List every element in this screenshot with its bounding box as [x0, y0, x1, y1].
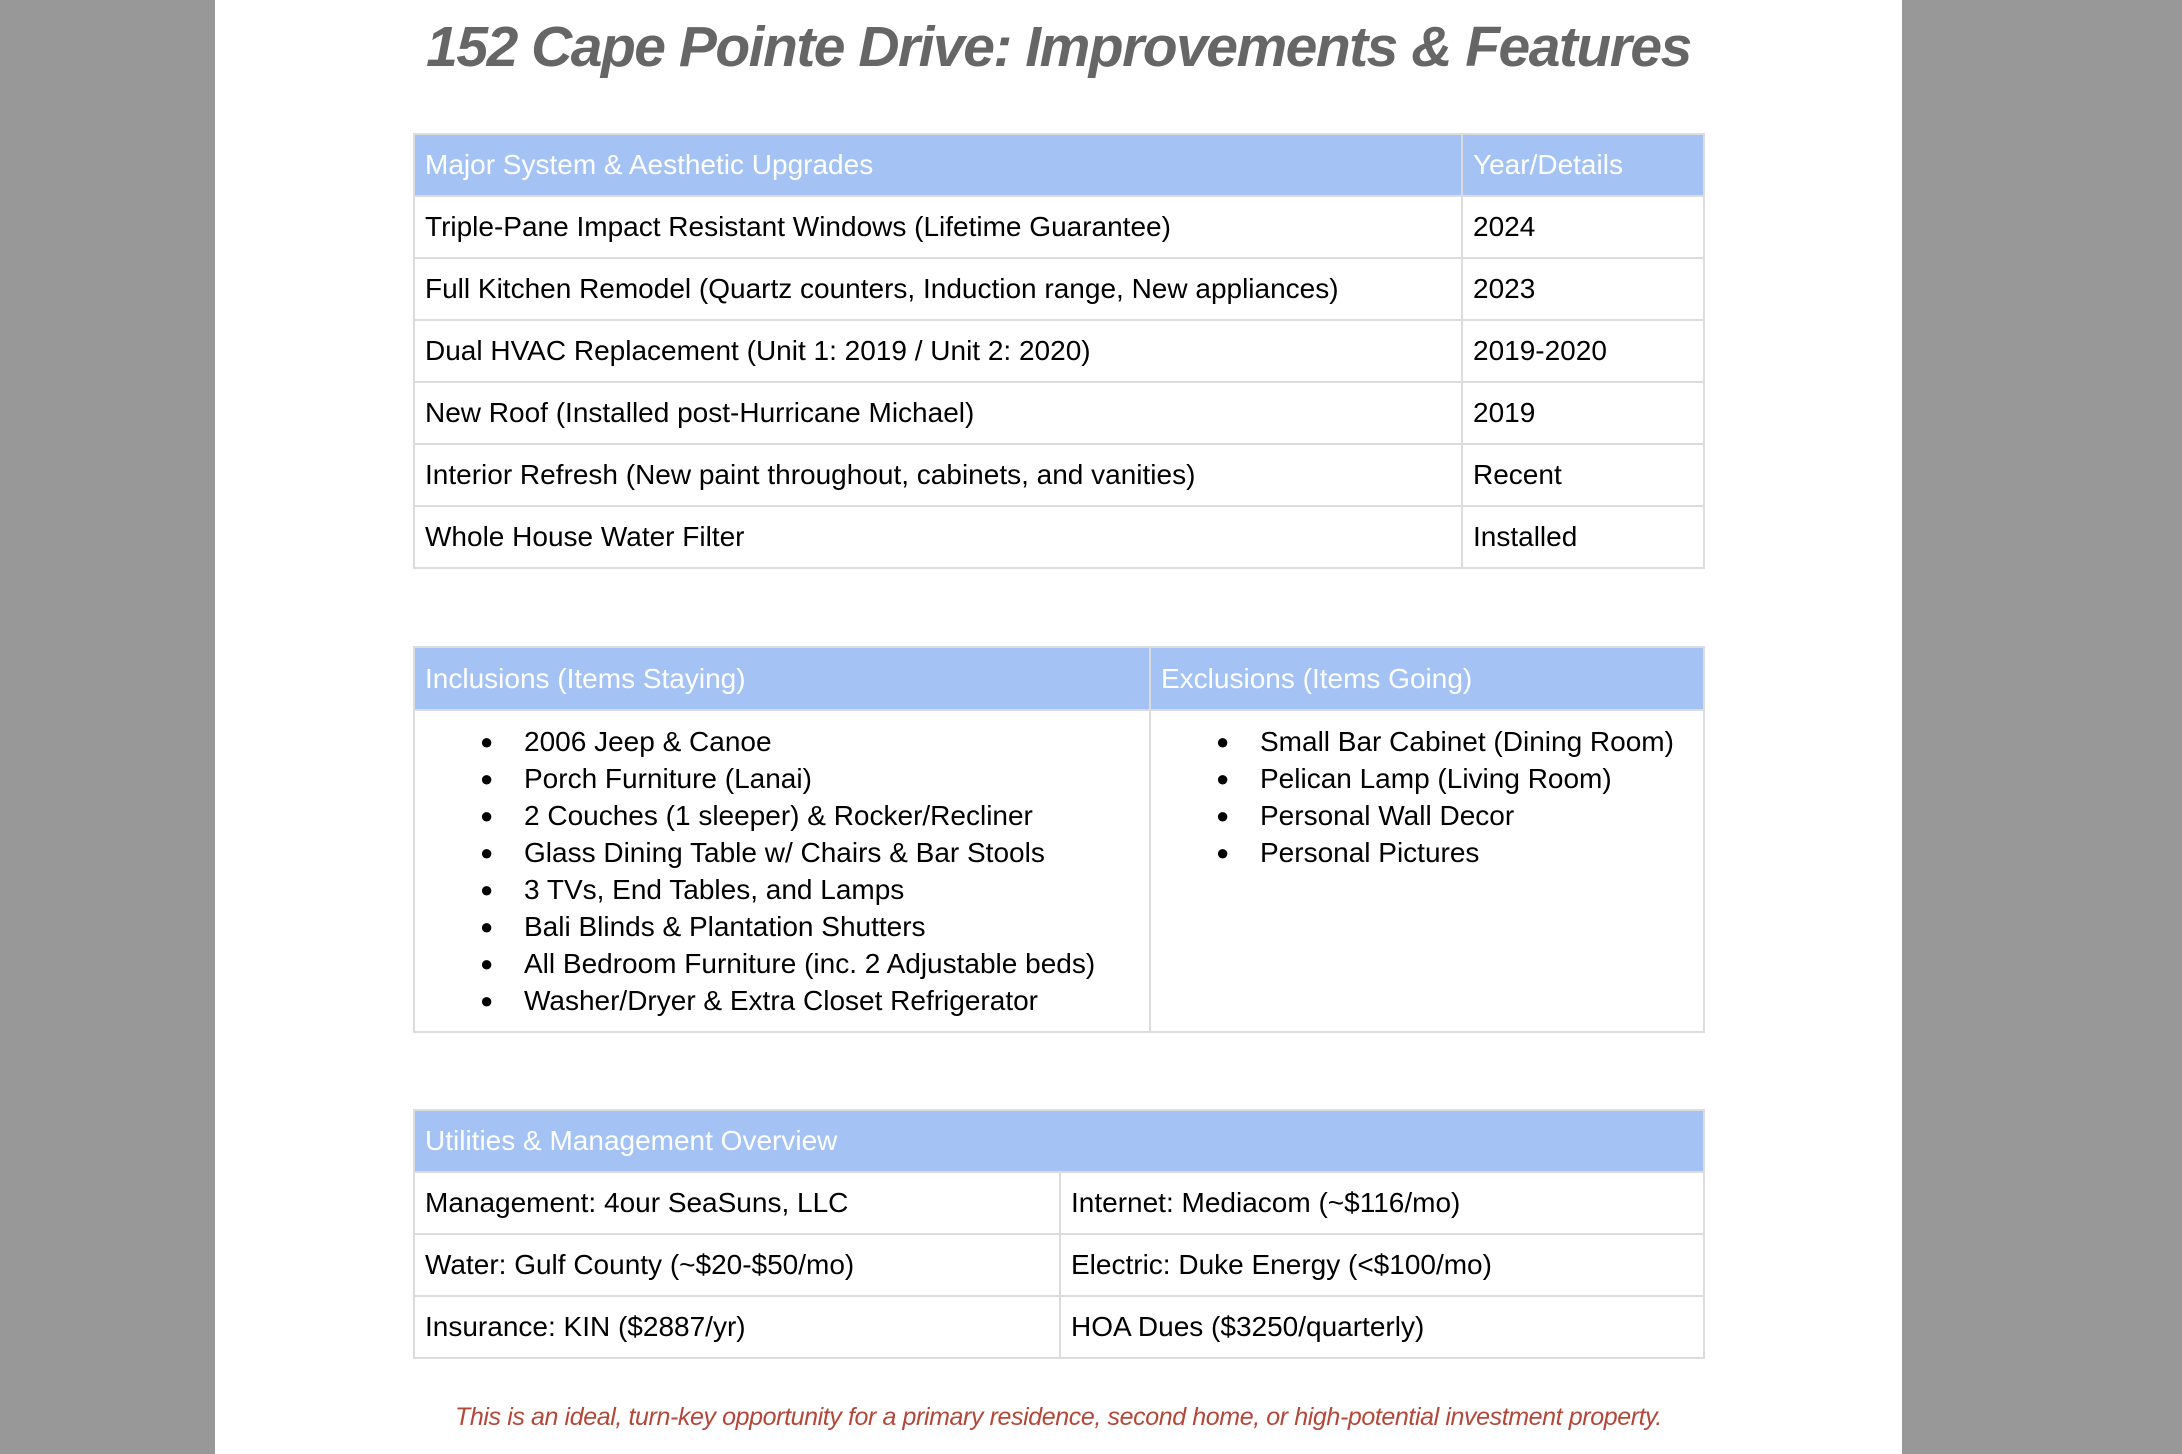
inclusion-text: Bali Blinds & Plantation Shutters — [524, 911, 926, 942]
upgrades-header-item: Major System & Aesthetic Upgrades — [414, 134, 1462, 196]
exclusion-text: Pelican Lamp (Living Room) — [1260, 763, 1612, 794]
bullet-icon: ● — [480, 803, 494, 828]
footer-tagline: This is an ideal, turn-key opportunity for a primary residence, second home, or high-potential investment property. — [455, 1403, 1662, 1431]
inclusions-header-row — [414, 647, 1704, 710]
bullet-icon: ● — [480, 951, 494, 976]
list-item — [480, 908, 1139, 945]
inclusion-text: 2 Couches (1 sleeper) & Rocker/Recliner — [524, 800, 1033, 831]
table-row — [414, 1296, 1704, 1358]
document-page — [215, 0, 1902, 1454]
upgrade-detail: 2024 — [1462, 196, 1704, 258]
utilities-header-row — [414, 1110, 1704, 1172]
utilities-header: Utilities & Management Overview — [414, 1110, 1704, 1172]
bullet-icon: ● — [480, 988, 494, 1013]
inclusion-text: 3 TVs, End Tables, and Lamps — [524, 874, 905, 905]
table-row — [414, 196, 1704, 258]
list-item — [1216, 760, 1693, 797]
exclusion-text: Small Bar Cabinet (Dining Room) — [1260, 726, 1674, 757]
upgrade-detail: 2019-2020 — [1462, 320, 1704, 382]
list-item — [480, 760, 1139, 797]
upgrades-header-row — [414, 134, 1704, 196]
bullet-icon: ● — [480, 840, 494, 865]
inclusions-cell — [414, 710, 1150, 1032]
inclusion-text: All Bedroom Furniture (inc. 2 Adjustable beds) — [524, 948, 1096, 979]
utility-cell: Electric: Duke Energy (<$100/mo) — [1060, 1234, 1704, 1296]
list-item — [1216, 723, 1693, 760]
utilities-table — [413, 1109, 1705, 1359]
upgrade-detail: 2019 — [1462, 382, 1704, 444]
utility-cell: Internet: Mediacom (~$116/mo) — [1060, 1172, 1704, 1234]
upgrade-detail: Recent — [1462, 444, 1704, 506]
upgrades-table — [413, 133, 1705, 569]
upgrade-detail: 2023 — [1462, 258, 1704, 320]
exclusion-text: Personal Wall Decor — [1260, 800, 1515, 831]
table-row — [414, 444, 1704, 506]
bullet-icon: ● — [1216, 766, 1230, 791]
table-row — [414, 320, 1704, 382]
upgrade-detail: Installed — [1462, 506, 1704, 568]
list-item — [480, 834, 1139, 871]
upgrades-header-detail: Year/Details — [1462, 134, 1704, 196]
exclusions-header: Exclusions (Items Going) — [1150, 647, 1704, 710]
inclusions-exclusions-table — [413, 646, 1705, 1033]
list-item — [480, 871, 1139, 908]
upgrade-item: Full Kitchen Remodel (Quartz counters, Induction range, New appliances) — [414, 258, 1462, 320]
inclusions-header: Inclusions (Items Staying) — [414, 647, 1150, 710]
list-item — [480, 982, 1139, 1019]
exclusions-cell — [1150, 710, 1704, 1032]
table-row — [414, 258, 1704, 320]
list-item — [480, 723, 1139, 760]
upgrade-item: New Roof (Installed post-Hurricane Michael) — [414, 382, 1462, 444]
items-row — [414, 710, 1704, 1032]
list-item — [480, 797, 1139, 834]
inclusions-list — [425, 723, 1139, 1019]
page-title: 152 Cape Pointe Drive: Improvements & Features — [426, 15, 1691, 79]
bullet-icon: ● — [1216, 729, 1230, 754]
utility-cell: Water: Gulf County (~$20-$50/mo) — [414, 1234, 1060, 1296]
bullet-icon: ● — [1216, 840, 1230, 865]
list-item — [480, 945, 1139, 982]
bullet-icon: ● — [480, 914, 494, 939]
inclusion-text: 2006 Jeep & Canoe — [524, 726, 772, 757]
exclusions-list — [1161, 723, 1693, 871]
upgrade-item: Dual HVAC Replacement (Unit 1: 2019 / Unit 2: 2020) — [414, 320, 1462, 382]
upgrade-item: Triple-Pane Impact Resistant Windows (Lifetime Guarantee) — [414, 196, 1462, 258]
inclusion-text: Porch Furniture (Lanai) — [524, 763, 812, 794]
utility-cell: Management: 4our SeaSuns, LLC — [414, 1172, 1060, 1234]
exclusion-text: Personal Pictures — [1260, 837, 1480, 868]
table-row — [414, 506, 1704, 568]
table-row — [414, 382, 1704, 444]
inclusion-text: Glass Dining Table w/ Chairs & Bar Stools — [524, 837, 1045, 868]
table-row — [414, 1234, 1704, 1296]
list-item — [1216, 834, 1693, 871]
bullet-icon: ● — [480, 877, 494, 902]
list-item — [1216, 797, 1693, 834]
table-row — [414, 1172, 1704, 1234]
bullet-icon: ● — [480, 729, 494, 754]
inclusion-text: Washer/Dryer & Extra Closet Refrigerator — [524, 985, 1038, 1016]
upgrade-item: Interior Refresh (New paint throughout, cabinets, and vanities) — [414, 444, 1462, 506]
bullet-icon: ● — [1216, 803, 1230, 828]
utility-cell: HOA Dues ($3250/quarterly) — [1060, 1296, 1704, 1358]
bullet-icon: ● — [480, 766, 494, 791]
upgrade-item: Whole House Water Filter — [414, 506, 1462, 568]
utility-cell: Insurance: KIN ($2887/yr) — [414, 1296, 1060, 1358]
